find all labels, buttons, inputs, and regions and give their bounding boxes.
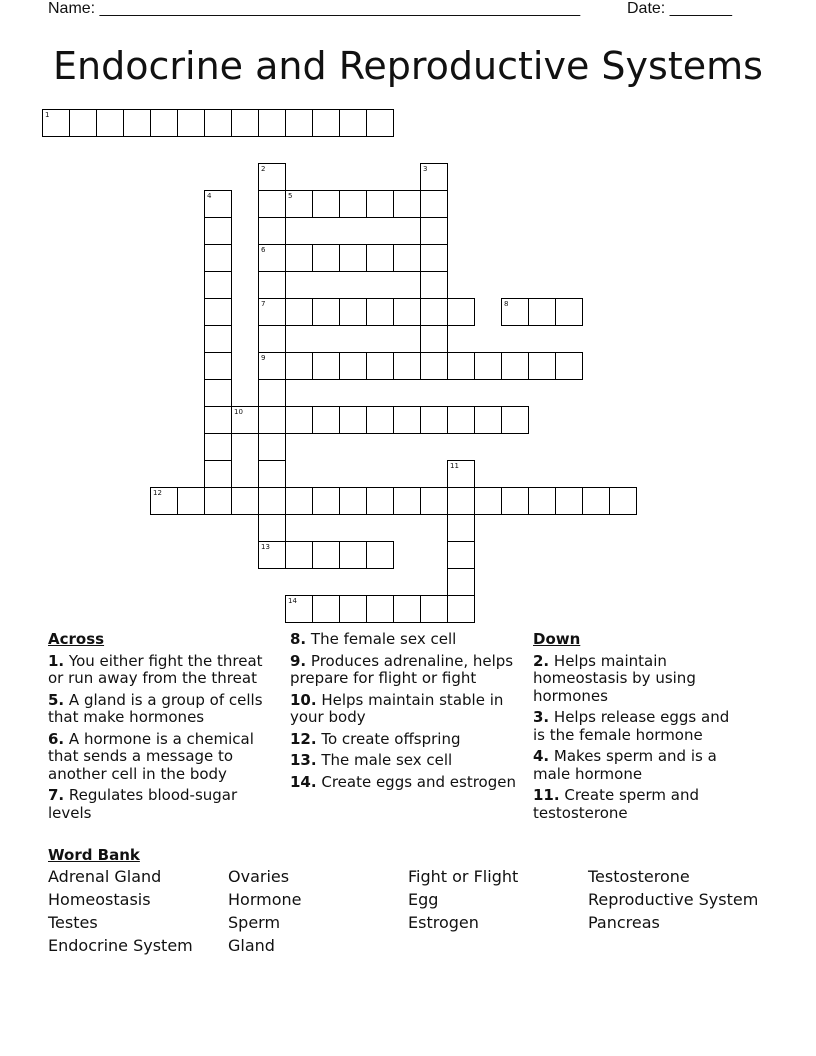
grid-cell[interactable] (420, 271, 448, 299)
word-bank-item: Gland (228, 936, 275, 955)
grid-cell[interactable] (312, 541, 340, 569)
word-bank-item: Ovaries (228, 867, 290, 886)
clue-text: A hormone is a chemical that sends a message to another cell in the body (48, 729, 254, 783)
clue-number: 14 (288, 597, 297, 605)
grid-cell[interactable] (420, 352, 448, 380)
grid-cell[interactable] (285, 487, 313, 515)
clue-number: 7 (261, 300, 266, 308)
grid-cell[interactable] (258, 541, 286, 569)
clue-item (48, 731, 276, 784)
grid-cell[interactable] (69, 109, 97, 137)
grid-cell[interactable] (339, 352, 367, 380)
grid-cell[interactable] (258, 487, 286, 515)
clue-number: 4. (533, 747, 550, 765)
word-bank-item: Pancreas (588, 913, 660, 932)
grid-cell[interactable] (528, 298, 556, 326)
grid-cell[interactable] (393, 352, 421, 380)
clue-number: 5. (48, 690, 65, 709)
grid-cell[interactable] (285, 541, 313, 569)
grid-cell[interactable] (285, 109, 313, 137)
word-bank-item: Homeostasis (48, 890, 151, 909)
grid-cell[interactable] (420, 244, 448, 272)
clue-text: A gland is a group of cells that make hormones (48, 690, 263, 726)
grid-cell[interactable] (339, 487, 367, 515)
down-heading: Down (533, 630, 581, 648)
grid-cell[interactable] (204, 298, 232, 326)
clue-number: 3. (533, 708, 550, 726)
clue-item (290, 731, 520, 749)
clue-number: 14. (290, 772, 317, 791)
grid-cell[interactable] (366, 190, 394, 218)
clue-text: The female sex cell (306, 630, 457, 648)
clue-number: 13 (261, 543, 270, 551)
grid-cell[interactable] (339, 109, 367, 137)
clue-text: The male sex cell (316, 751, 453, 769)
grid-cell[interactable] (366, 298, 394, 326)
across-clues-continued (290, 631, 520, 795)
grid-cell[interactable] (447, 568, 475, 596)
grid-cell[interactable] (555, 487, 583, 515)
across-heading: Across (48, 630, 105, 648)
grid-cell[interactable] (366, 109, 394, 137)
word-bank-item: Egg (408, 890, 439, 909)
grid-cell[interactable] (258, 271, 286, 299)
grid-cell[interactable] (501, 298, 529, 326)
clue-number: 2. (533, 651, 550, 670)
clue-text: You either fight the threat or run away from the threat (48, 651, 263, 687)
grid-cell[interactable] (420, 406, 448, 434)
grid-cell[interactable] (555, 352, 583, 380)
clue-item (48, 692, 276, 727)
clue-number: 13. (290, 751, 317, 769)
grid-cell[interactable] (609, 487, 637, 515)
grid-cell[interactable] (366, 244, 394, 272)
grid-cell[interactable] (447, 460, 475, 488)
grid-cell[interactable] (447, 487, 475, 515)
grid-cell[interactable] (258, 514, 286, 542)
clue-number: 10 (234, 408, 243, 416)
grid-cell[interactable] (285, 298, 313, 326)
grid-cell[interactable] (204, 217, 232, 245)
grid-cell[interactable] (501, 352, 529, 380)
word-bank-item: Endocrine System (48, 936, 193, 955)
clue-text: Helps maintain stable in your body (290, 690, 504, 726)
grid-cell[interactable] (258, 163, 286, 191)
grid-cell[interactable] (258, 244, 286, 272)
grid-cell[interactable] (312, 190, 340, 218)
clue-number: 5 (288, 192, 293, 200)
clue-item (290, 653, 520, 688)
date-field-line[interactable]: Date: _______ (627, 0, 732, 17)
grid-cell[interactable] (474, 406, 502, 434)
grid-cell[interactable] (231, 406, 259, 434)
grid-cell[interactable] (339, 406, 367, 434)
clue-number: 11. (533, 786, 560, 804)
grid-cell[interactable] (393, 595, 421, 623)
grid-cell[interactable] (285, 244, 313, 272)
grid-cell[interactable] (339, 190, 367, 218)
clue-number: 6. (48, 729, 65, 748)
word-bank-item: Testes (48, 913, 98, 932)
grid-cell[interactable] (204, 244, 232, 272)
grid-cell[interactable] (312, 109, 340, 137)
grid-cell[interactable] (366, 352, 394, 380)
grid-cell[interactable] (258, 217, 286, 245)
grid-cell[interactable] (204, 352, 232, 380)
clue-item (290, 752, 520, 770)
grid-cell[interactable] (204, 190, 232, 218)
grid-cell[interactable] (312, 352, 340, 380)
clue-number: 11 (450, 462, 459, 470)
grid-cell[interactable] (177, 109, 205, 137)
word-bank-item: Estrogen (408, 913, 479, 932)
grid-cell[interactable] (312, 244, 340, 272)
grid-cell[interactable] (231, 487, 259, 515)
clue-item (48, 787, 276, 822)
grid-cell[interactable] (393, 190, 421, 218)
grid-cell[interactable] (366, 541, 394, 569)
grid-cell[interactable] (312, 298, 340, 326)
grid-cell[interactable] (285, 352, 313, 380)
word-bank-item: Adrenal Gland (48, 867, 162, 886)
clue-item (533, 748, 743, 783)
clue-number: 12 (153, 489, 162, 497)
grid-cell[interactable] (204, 325, 232, 353)
grid-cell[interactable] (339, 298, 367, 326)
clue-text: To create offspring (316, 729, 461, 748)
clue-number: 2 (261, 165, 266, 173)
grid-cell[interactable] (474, 487, 502, 515)
grid-cell[interactable] (312, 595, 340, 623)
grid-cell[interactable] (366, 406, 394, 434)
grid-cell[interactable] (204, 271, 232, 299)
grid-cell[interactable] (528, 487, 556, 515)
clue-item (533, 709, 743, 744)
clue-number: 12. (290, 729, 317, 748)
clue-number: 7. (48, 786, 65, 804)
across-clues (48, 631, 276, 826)
grid-cell[interactable] (258, 379, 286, 407)
grid-cell[interactable] (285, 190, 313, 218)
clue-number: 6 (261, 246, 266, 254)
clue-item (533, 653, 743, 706)
grid-cell[interactable] (204, 487, 232, 515)
clue-number: 8. (290, 630, 307, 648)
grid-cell[interactable] (393, 244, 421, 272)
grid-cell[interactable] (420, 487, 448, 515)
clue-number: 1. (48, 651, 65, 670)
grid-cell[interactable] (312, 487, 340, 515)
clue-text: Create eggs and estrogen (316, 772, 516, 791)
grid-cell[interactable] (447, 514, 475, 542)
grid-cell[interactable] (285, 595, 313, 623)
clue-text: Makes sperm and is a male hormone (533, 747, 717, 783)
grid-cell[interactable] (258, 109, 286, 137)
grid-cell[interactable] (150, 487, 178, 515)
clue-number: 10. (290, 690, 317, 709)
clue-text: Regulates blood-sugar levels (48, 786, 238, 822)
grid-cell[interactable] (447, 352, 475, 380)
grid-cell[interactable] (258, 190, 286, 218)
grid-cell[interactable] (339, 244, 367, 272)
grid-cell[interactable] (366, 487, 394, 515)
grid-cell[interactable] (204, 433, 232, 461)
clue-number: 8 (504, 300, 509, 308)
clue-item (533, 787, 743, 822)
grid-cell[interactable] (150, 109, 178, 137)
page-title: Endocrine and Reproductive Systems (53, 44, 763, 88)
grid-cell[interactable] (177, 487, 205, 515)
grid-cell[interactable] (204, 109, 232, 137)
grid-cell[interactable] (555, 298, 583, 326)
grid-cell[interactable] (501, 487, 529, 515)
grid-cell[interactable] (420, 163, 448, 191)
grid-cell[interactable] (258, 460, 286, 488)
grid-cell[interactable] (285, 406, 313, 434)
grid-cell[interactable] (447, 406, 475, 434)
grid-cell[interactable] (420, 190, 448, 218)
word-bank-item: Testosterone (588, 867, 690, 886)
clue-text: Helps maintain homeostasis by using hormones (533, 651, 696, 705)
down-clues (533, 631, 743, 826)
grid-cell[interactable] (447, 298, 475, 326)
grid-cell[interactable] (393, 298, 421, 326)
clue-number: 3 (423, 165, 428, 173)
grid-cell[interactable] (96, 109, 124, 137)
clue-item (290, 774, 520, 792)
clue-number: 9. (290, 651, 307, 670)
clue-item (290, 631, 520, 649)
grid-cell[interactable] (420, 217, 448, 245)
grid-cell[interactable] (312, 406, 340, 434)
grid-cell[interactable] (366, 595, 394, 623)
clue-text: Helps release eggs and is the female hormone (533, 708, 730, 744)
grid-cell[interactable] (258, 433, 286, 461)
grid-cell[interactable] (393, 487, 421, 515)
word-bank-item: Sperm (228, 913, 281, 932)
grid-cell[interactable] (447, 595, 475, 623)
clue-text: Create sperm and testosterone (533, 786, 700, 822)
grid-cell[interactable] (420, 298, 448, 326)
grid-cell[interactable] (258, 325, 286, 353)
clue-number: 4 (207, 192, 212, 200)
grid-cell[interactable] (420, 595, 448, 623)
grid-cell[interactable] (447, 541, 475, 569)
grid-cell[interactable] (42, 109, 70, 137)
grid-cell[interactable] (501, 406, 529, 434)
grid-cell[interactable] (420, 325, 448, 353)
grid-cell[interactable] (258, 298, 286, 326)
grid-cell[interactable] (258, 406, 286, 434)
grid-cell[interactable] (582, 487, 610, 515)
clue-item (48, 653, 276, 688)
grid-cell[interactable] (204, 379, 232, 407)
clue-item (290, 692, 520, 727)
grid-cell[interactable] (204, 406, 232, 434)
grid-cell[interactable] (339, 595, 367, 623)
clue-number: 9 (261, 354, 266, 362)
grid-cell[interactable] (123, 109, 151, 137)
word-bank-item: Fight or Flight (408, 867, 519, 886)
clue-number: 1 (45, 111, 50, 119)
grid-cell[interactable] (339, 541, 367, 569)
word-bank-item: Reproductive System (588, 890, 759, 909)
word-bank-item: Hormone (228, 890, 302, 909)
grid-cell[interactable] (528, 352, 556, 380)
grid-cell[interactable] (393, 406, 421, 434)
grid-cell[interactable] (204, 460, 232, 488)
clue-text: Produces adrenaline, helps prepare for flight or fight (290, 651, 514, 687)
grid-cell[interactable] (231, 109, 259, 137)
name-field-line[interactable]: Name: ______________________________________________________ (48, 0, 581, 17)
grid-cell[interactable] (258, 352, 286, 380)
grid-cell[interactable] (474, 352, 502, 380)
word-bank-heading: Word Bank (48, 846, 140, 864)
